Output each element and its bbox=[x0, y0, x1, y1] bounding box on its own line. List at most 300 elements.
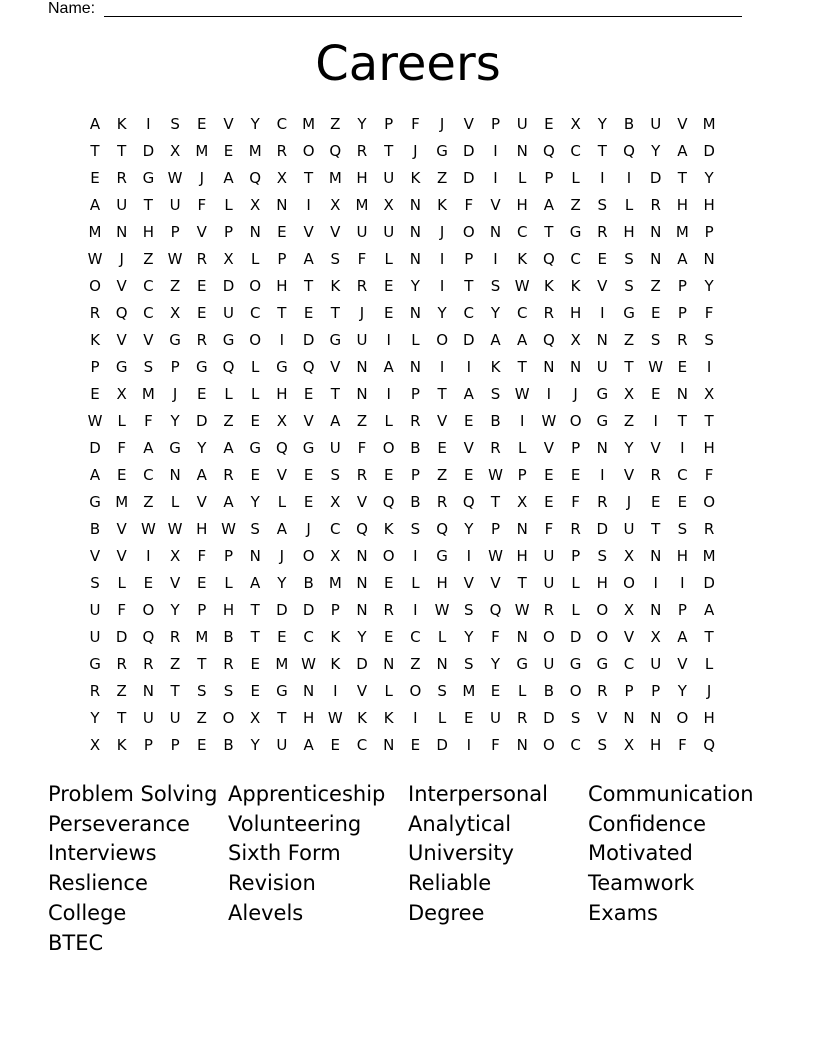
word-list-item: Problem Solving bbox=[48, 782, 218, 806]
grid-letter: N bbox=[409, 304, 421, 322]
grid-letter: G bbox=[569, 223, 582, 241]
grid-letter: N bbox=[516, 736, 528, 754]
grid-letter: I bbox=[413, 547, 418, 565]
grid-letter: I bbox=[680, 574, 685, 592]
grid-row bbox=[82, 168, 734, 195]
grid-letter: G bbox=[115, 358, 128, 376]
grid-letter: C bbox=[249, 304, 261, 322]
grid-letter: X bbox=[570, 115, 581, 133]
grid-letter: J bbox=[626, 493, 632, 511]
grid-letter: H bbox=[676, 196, 689, 214]
grid-letter: V bbox=[116, 547, 127, 565]
grid-letter: E bbox=[116, 466, 127, 484]
grid-letter: E bbox=[250, 655, 260, 673]
grid-letter: E bbox=[410, 736, 421, 754]
name-field[interactable] bbox=[48, 0, 748, 18]
grid-letter: R bbox=[436, 493, 448, 511]
grid-letter: M bbox=[141, 385, 155, 403]
grid-letter: N bbox=[169, 466, 181, 484]
grid-letter: J bbox=[439, 223, 445, 241]
grid-letter: O bbox=[249, 277, 262, 295]
grid-letter: G bbox=[596, 412, 609, 430]
grid-letter: H bbox=[516, 196, 528, 214]
grid-letter: T bbox=[117, 709, 127, 727]
grid-letter: E bbox=[383, 466, 394, 484]
grid-letter: T bbox=[544, 223, 554, 241]
grid-letter: D bbox=[142, 142, 155, 160]
grid-letter: F bbox=[491, 736, 500, 754]
grid-letter: L bbox=[224, 385, 233, 403]
grid-letter: C bbox=[570, 142, 581, 160]
grid-row bbox=[82, 735, 734, 762]
word-list-item: Interviews bbox=[48, 841, 157, 866]
grid-letter: T bbox=[517, 358, 527, 376]
grid-letter: I bbox=[706, 358, 712, 376]
grid-letter: U bbox=[543, 547, 555, 565]
grid-row bbox=[82, 654, 734, 681]
grid-letter: Y bbox=[677, 682, 687, 700]
grid-letter: J bbox=[172, 385, 178, 403]
grid-letter: U bbox=[383, 223, 395, 241]
grid-letter: E bbox=[143, 574, 154, 592]
grid-letter: N bbox=[409, 250, 421, 268]
word-list-item: Revision bbox=[228, 871, 316, 896]
grid-letter: S bbox=[490, 277, 501, 295]
grid-letter: N bbox=[650, 250, 662, 268]
grid-letter: O bbox=[596, 601, 609, 619]
grid-letter: M bbox=[675, 223, 689, 241]
grid-letter: W bbox=[167, 169, 183, 187]
grid-letter: J bbox=[306, 520, 311, 538]
grid-letter: F bbox=[491, 628, 500, 646]
grid-letter: A bbox=[89, 115, 101, 133]
grid-letter: S bbox=[90, 574, 100, 592]
grid-letter: I bbox=[333, 682, 338, 700]
grid-letter: L bbox=[571, 574, 580, 592]
grid-letter: X bbox=[330, 547, 341, 565]
grid-letter: Q bbox=[115, 304, 128, 322]
grid-letter: Y bbox=[704, 169, 714, 187]
grid-letter: P bbox=[410, 385, 420, 403]
grid-letter: W bbox=[167, 520, 183, 538]
name-label: Name: bbox=[48, 0, 96, 17]
grid-letter: I bbox=[519, 412, 525, 430]
grid-letter: L bbox=[384, 250, 393, 268]
grid-letter: V bbox=[303, 223, 314, 241]
grid-letter: Y bbox=[90, 709, 100, 727]
grid-letter: A bbox=[543, 196, 555, 214]
grid-letter: J bbox=[359, 304, 365, 322]
grid-letter: X bbox=[623, 547, 635, 565]
grid-letter: N bbox=[650, 223, 662, 241]
grid-letter: E bbox=[90, 385, 100, 403]
grid-letter: W bbox=[514, 385, 530, 403]
grid-letter: V bbox=[169, 574, 181, 592]
grid-letter: O bbox=[382, 547, 395, 565]
grid-letter: I bbox=[653, 412, 658, 430]
grid-letter: B bbox=[490, 412, 501, 430]
grid-letter: P bbox=[170, 736, 180, 754]
grid-letter: R bbox=[116, 169, 127, 187]
grid-row bbox=[82, 114, 734, 141]
grid-letter: K bbox=[517, 250, 528, 268]
grid-letter: P bbox=[571, 439, 581, 457]
grid-letter: A bbox=[383, 358, 394, 376]
grid-letter: P bbox=[170, 223, 180, 241]
grid-letter: E bbox=[197, 277, 207, 295]
grid-letter: H bbox=[302, 709, 315, 727]
grid-letter: E bbox=[303, 466, 314, 484]
grid-letter: K bbox=[383, 520, 394, 538]
grid-letter: J bbox=[573, 385, 578, 403]
grid-letter: L bbox=[571, 601, 580, 619]
grid-letter: B bbox=[223, 736, 234, 754]
grid-letter: T bbox=[250, 628, 260, 646]
grid-letter: S bbox=[197, 682, 207, 700]
grid-letter: I bbox=[146, 115, 151, 133]
grid-letter: Q bbox=[703, 736, 715, 754]
grid-letter: E bbox=[250, 466, 260, 484]
grid-letter: I bbox=[439, 358, 445, 376]
grid-letter: D bbox=[463, 331, 475, 349]
grid-letter: Z bbox=[356, 412, 368, 430]
grid-letter: V bbox=[463, 115, 474, 133]
grid-row bbox=[82, 222, 734, 249]
grid-letter: A bbox=[223, 439, 234, 457]
grid-letter: P bbox=[277, 250, 287, 268]
grid-letter: U bbox=[223, 304, 234, 322]
grid-letter: L bbox=[224, 574, 233, 592]
grid-letter: Q bbox=[249, 169, 262, 187]
grid-letter: G bbox=[436, 142, 448, 160]
grid-letter: T bbox=[170, 682, 180, 700]
grid-letter: P bbox=[490, 115, 501, 133]
grid-letter: N bbox=[650, 601, 662, 619]
grid-letter: Y bbox=[704, 277, 714, 295]
grid-row bbox=[82, 276, 734, 303]
grid-letter: N bbox=[596, 439, 608, 457]
grid-letter: T bbox=[277, 709, 287, 727]
grid-letter: S bbox=[597, 547, 608, 565]
grid-letter: O bbox=[249, 331, 262, 349]
grid-letter: C bbox=[623, 655, 635, 673]
grid-letter: G bbox=[195, 358, 208, 376]
grid-letter: E bbox=[650, 385, 661, 403]
grid-letter: G bbox=[596, 385, 609, 403]
grid-letter: X bbox=[169, 547, 181, 565]
grid-row bbox=[82, 681, 734, 708]
word-list-item: College bbox=[48, 900, 127, 925]
grid-letter: T bbox=[330, 385, 340, 403]
grid-letter: P bbox=[464, 250, 474, 268]
grid-letter: I bbox=[279, 331, 285, 349]
grid-letter: B bbox=[623, 115, 635, 133]
word-list-item: Analytical bbox=[408, 811, 512, 836]
grid-letter: C bbox=[143, 466, 154, 484]
grid-letter: E bbox=[383, 628, 394, 646]
grid-letter: E bbox=[223, 142, 234, 160]
grid-letter: C bbox=[463, 304, 475, 322]
grid-letter: M bbox=[328, 574, 342, 592]
grid-letter: G bbox=[169, 331, 181, 349]
grid-letter: I bbox=[466, 547, 472, 565]
grid-letter: N bbox=[356, 385, 368, 403]
grid-letter: R bbox=[543, 304, 555, 322]
grid-letter: D bbox=[596, 520, 609, 538]
grid-letter: L bbox=[411, 331, 420, 349]
grid-letter: E bbox=[303, 493, 314, 511]
grid-letter: Z bbox=[623, 412, 635, 430]
grid-letter: X bbox=[169, 304, 181, 322]
grid-letter: F bbox=[357, 250, 367, 268]
grid-letter: W bbox=[140, 520, 156, 538]
grid-letter: A bbox=[303, 250, 314, 268]
grid-letter: S bbox=[650, 331, 661, 349]
grid-letter: C bbox=[330, 520, 341, 538]
grid-letter: K bbox=[570, 277, 581, 295]
grid-letter: T bbox=[304, 277, 314, 295]
grid-letter: N bbox=[676, 385, 688, 403]
grid-letter: Y bbox=[651, 142, 661, 160]
grid-letter: K bbox=[357, 709, 367, 727]
grid-letter: E bbox=[197, 115, 207, 133]
grid-letter: R bbox=[196, 331, 208, 349]
grid-letter: E bbox=[330, 736, 341, 754]
grid-letter: Y bbox=[277, 574, 287, 592]
grid-letter: S bbox=[624, 277, 634, 295]
grid-letter: A bbox=[223, 169, 234, 187]
grid-letter: M bbox=[702, 547, 716, 565]
grid-letter: H bbox=[276, 277, 288, 295]
grid-letter: P bbox=[223, 547, 234, 565]
grid-letter: V bbox=[89, 547, 101, 565]
grid-letter: G bbox=[276, 682, 288, 700]
word-list-item: Confidence bbox=[588, 811, 707, 836]
grid-letter: W bbox=[167, 250, 183, 268]
grid-letter: U bbox=[116, 196, 128, 214]
grid-letter: B bbox=[303, 574, 314, 592]
grid-letter: R bbox=[196, 250, 208, 268]
word-list-item: Reslience bbox=[48, 871, 148, 896]
grid-letter: E bbox=[464, 466, 474, 484]
grid-letter: T bbox=[624, 358, 634, 376]
grid-letter: S bbox=[490, 385, 501, 403]
grid-letter: R bbox=[490, 439, 501, 457]
grid-row bbox=[82, 519, 734, 546]
grid-letter: A bbox=[490, 331, 501, 349]
grid-letter: G bbox=[569, 655, 582, 673]
grid-letter: H bbox=[436, 574, 448, 592]
grid-letter: F bbox=[197, 547, 207, 565]
grid-letter: V bbox=[223, 115, 234, 133]
grid-letter: A bbox=[703, 601, 715, 619]
grid-row bbox=[82, 627, 734, 654]
grid-letter: O bbox=[222, 709, 235, 727]
grid-letter: C bbox=[276, 115, 288, 133]
grid-letter: P bbox=[677, 601, 687, 619]
grid-letter: U bbox=[543, 655, 555, 673]
grid-letter: F bbox=[197, 196, 207, 214]
grid-letter: W bbox=[514, 601, 530, 619]
grid-letter: D bbox=[356, 655, 368, 673]
grid-letter: K bbox=[330, 655, 341, 673]
grid-letter: N bbox=[142, 682, 154, 700]
grid-letter: L bbox=[571, 169, 580, 187]
grid-letter: O bbox=[302, 142, 315, 160]
grid-letter: D bbox=[463, 169, 475, 187]
grid-letter: U bbox=[276, 736, 288, 754]
grid-letter: W bbox=[488, 466, 503, 484]
grid-letter: W bbox=[87, 412, 103, 430]
grid-letter: N bbox=[623, 709, 635, 727]
grid-letter: R bbox=[516, 709, 528, 727]
grid-letter: Q bbox=[489, 601, 502, 619]
grid-letter: V bbox=[623, 628, 635, 646]
grid-letter: P bbox=[677, 277, 687, 295]
grid-letter: V bbox=[650, 439, 661, 457]
grid-row bbox=[82, 330, 734, 357]
grid-letter: L bbox=[117, 574, 126, 592]
grid-letter: Z bbox=[436, 169, 448, 187]
word-list-item: Volunteering bbox=[228, 811, 362, 836]
grid-letter: J bbox=[279, 547, 285, 565]
grid-letter: Z bbox=[436, 466, 448, 484]
grid-letter: L bbox=[224, 196, 233, 214]
grid-letter: P bbox=[170, 358, 180, 376]
word-list-item: Perseverance bbox=[48, 811, 190, 836]
grid-letter: H bbox=[703, 439, 715, 457]
grid-letter: E bbox=[383, 574, 394, 592]
grid-letter: O bbox=[676, 709, 689, 727]
letter-grid bbox=[82, 114, 734, 762]
grid-letter: M bbox=[195, 142, 209, 160]
name-underline[interactable] bbox=[104, 16, 742, 17]
grid-letter: P bbox=[571, 547, 581, 565]
grid-letter: K bbox=[116, 115, 127, 133]
grid-letter: W bbox=[514, 277, 530, 295]
grid-letter: S bbox=[464, 601, 474, 619]
grid-letter: X bbox=[169, 142, 181, 160]
grid-letter: Z bbox=[169, 277, 181, 295]
grid-letter: I bbox=[493, 142, 498, 160]
grid-letter: G bbox=[329, 331, 342, 349]
grid-letter: A bbox=[276, 520, 288, 538]
grid-letter: E bbox=[464, 412, 474, 430]
grid-letter: T bbox=[250, 601, 260, 619]
grid-letter: H bbox=[276, 385, 288, 403]
grid-letter: L bbox=[518, 169, 527, 187]
grid-letter: H bbox=[703, 196, 715, 214]
grid-letter: E bbox=[677, 358, 688, 376]
grid-letter: N bbox=[356, 601, 368, 619]
grid-letter: R bbox=[597, 493, 608, 511]
grid-letter: M bbox=[115, 493, 129, 511]
grid-letter: V bbox=[303, 412, 314, 430]
grid-letter: S bbox=[143, 358, 154, 376]
word-list-item: Degree bbox=[408, 900, 485, 925]
grid-letter: G bbox=[249, 439, 261, 457]
grid-letter: M bbox=[355, 196, 369, 214]
grid-letter: F bbox=[704, 304, 714, 322]
grid-letter: S bbox=[330, 250, 341, 268]
grid-letter: E bbox=[383, 304, 394, 322]
grid-letter: T bbox=[117, 142, 127, 160]
grid-letter: H bbox=[650, 736, 662, 754]
grid-letter: E bbox=[277, 628, 287, 646]
grid-letter: K bbox=[116, 736, 127, 754]
grid-letter: V bbox=[330, 223, 341, 241]
grid-letter: K bbox=[543, 277, 554, 295]
grid-letter: V bbox=[436, 412, 448, 430]
grid-letter: O bbox=[542, 628, 555, 646]
grid-letter: N bbox=[409, 196, 421, 214]
grid-letter: Y bbox=[464, 628, 474, 646]
grid-letter: P bbox=[517, 466, 527, 484]
grid-letter: S bbox=[250, 520, 260, 538]
grid-letter: D bbox=[436, 736, 448, 754]
grid-letter: U bbox=[543, 574, 555, 592]
grid-letter: U bbox=[169, 709, 181, 727]
grid-letter: V bbox=[677, 115, 688, 133]
grid-letter: J bbox=[413, 142, 418, 160]
grid-letter: C bbox=[516, 223, 528, 241]
grid-letter: I bbox=[386, 331, 391, 349]
grid-letter: G bbox=[623, 304, 635, 322]
grid-letter: P bbox=[143, 736, 153, 754]
grid-letter: V bbox=[330, 358, 341, 376]
grid-letter: A bbox=[517, 331, 528, 349]
grid-letter: X bbox=[250, 709, 261, 727]
grid-letter: X bbox=[276, 169, 288, 187]
grid-letter: L bbox=[384, 412, 393, 430]
grid-letter: B bbox=[223, 628, 234, 646]
grid-letter: W bbox=[87, 250, 103, 268]
grid-letter: T bbox=[330, 304, 340, 322]
grid-letter: V bbox=[463, 439, 474, 457]
grid-letter: L bbox=[277, 493, 287, 511]
grid-letter: A bbox=[677, 628, 688, 646]
grid-letter: V bbox=[196, 493, 207, 511]
grid-letter: D bbox=[302, 331, 315, 349]
grid-letter: W bbox=[221, 520, 236, 538]
grid-letter: R bbox=[356, 142, 368, 160]
grid-letter: H bbox=[516, 547, 528, 565]
grid-letter: F bbox=[357, 439, 367, 457]
grid-letter: Q bbox=[329, 142, 342, 160]
grid-letter: V bbox=[490, 196, 501, 214]
grid-letter: W bbox=[648, 358, 664, 376]
grid-letter: V bbox=[116, 277, 127, 295]
grid-letter: N bbox=[409, 358, 421, 376]
grid-letter: T bbox=[384, 142, 394, 160]
grid-letter: S bbox=[223, 682, 234, 700]
grid-letter: V bbox=[116, 520, 127, 538]
grid-letter: H bbox=[623, 223, 635, 241]
grid-row bbox=[82, 357, 734, 384]
grid-letter: F bbox=[117, 601, 126, 619]
grid-letter: T bbox=[304, 169, 314, 187]
grid-letter: F bbox=[144, 412, 153, 430]
page-title: Careers bbox=[315, 36, 501, 92]
grid-letter: V bbox=[463, 574, 474, 592]
grid-letter: I bbox=[600, 304, 605, 322]
grid-letter: J bbox=[439, 115, 445, 133]
grid-letter: T bbox=[143, 196, 153, 214]
grid-letter: Y bbox=[357, 115, 367, 133]
grid-letter: T bbox=[651, 520, 661, 538]
grid-letter: M bbox=[302, 115, 316, 133]
grid-letter: P bbox=[490, 520, 501, 538]
